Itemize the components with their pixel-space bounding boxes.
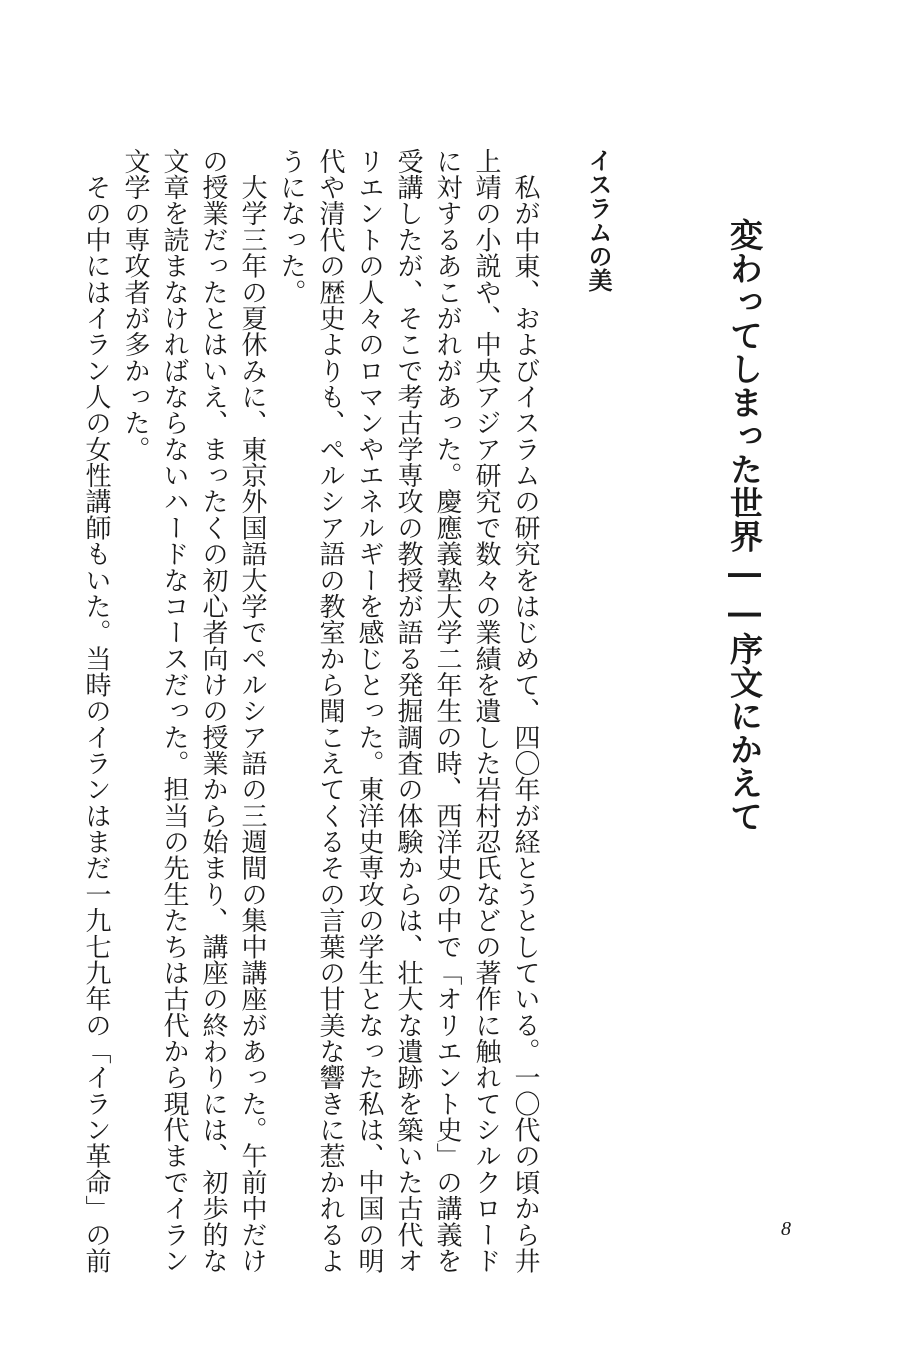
body-text: 私が中東、およびイスラムの研究をはじめて、四〇年が経とうとしている。一〇代の頃から井 上靖の小説や、中央アジア研究で数々の業績を遺した岩村忍氏などの著作に触れてシルクロード に対するあこがれがあった。慶應義塾大学二年生の時、西洋史の中で「オリエント史」の講義を 受講したが、そこで考古学専攻の教授が語る発掘調査の体験からは、壮大な遺跡を築いた古代オ リエントの人々のロマンやエネルギーを感じとった。東洋史専攻の学生となった私は、中国の明 代や清代の歴史よりも、ペルシア語の教室から聞こえてくるその言葉の甘美な響きに惹かれるよ うになった。 大学三年の夏休みに、東京外国語大学でペルシア語の三週間の集中講座があった。午前中だけ の授業だったとはいえ、まったくの初心者向けの授業から始まり、講座の終わりには、初歩的な 文章を読まなければならないハードなコースだった。担当の先生たちは古代から現代までイラン 文学の専攻者が多かった。 その中にはイラン人の女性講師もいた。当時のイランはまだ一九七九年の「イラン革命」の前 bbox=[81, 148, 540, 1274]
section-heading: イスラムの美 bbox=[584, 148, 612, 292]
chapter-title: 変わってしまった世界――序文にかえて bbox=[725, 218, 764, 833]
page-number: 8 bbox=[781, 1218, 791, 1240]
